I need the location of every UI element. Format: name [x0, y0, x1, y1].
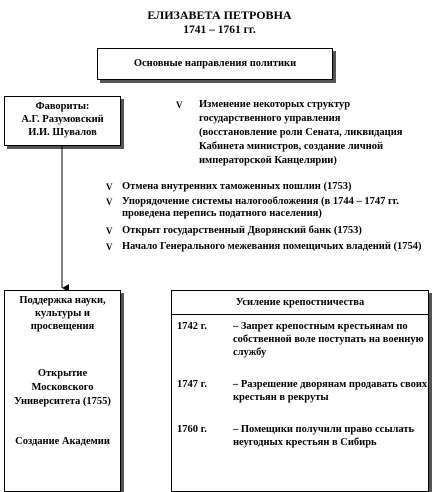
serfdom-text: – Помещики получили право ссылать неугодных крестьян в Сибирь: [233, 424, 415, 448]
top-bullet-marker: V: [176, 100, 183, 110]
serfdom-title: Усиление крепостничества: [235, 297, 365, 308]
support-science-label: Поддержка науки, культуры и просвещения: [19, 295, 106, 332]
diagram-title: ЕЛИЗАВЕТА ПЕТРОВНА: [147, 8, 292, 22]
serfdom-box: [171, 290, 429, 492]
serfdom-year: 1742 г.: [177, 321, 207, 332]
top-bullet-text: Изменение некоторых структур государственного управления (восстановление роли Сената, ликвидация Кабинета министров, создание личной императорской Канцелярии): [199, 99, 403, 166]
serfdom-divider: [172, 314, 428, 315]
favorite-shuvalov: И.И. Шувалов: [28, 127, 97, 138]
serfdom-text: – Разрешение дворянам продавать своих крестьян в рекруты: [233, 379, 428, 403]
favorites-label: Фавориты:: [35, 101, 90, 112]
academy-label: Создание Академии: [15, 436, 110, 447]
bullet-text: Начало Генерального межевания помещичьих владений (1754): [122, 241, 422, 252]
bullet-text: Открыт государственный Дворянский банк (1753): [122, 224, 362, 236]
bullet-text: Упорядочение системы налогообложения (в 1744 – 1747 гг. проведена перепись податного населения): [122, 195, 399, 219]
serfdom-year: 1747 г.: [177, 379, 207, 390]
serfdom-row: [177, 320, 425, 372]
bullet-text: Отмена внутренних таможенных пошлин (1753): [122, 181, 352, 192]
favorite-razumovsky: А.Г. Разумовский: [21, 114, 104, 125]
serfdom-row: [177, 423, 425, 463]
serfdom-row: [177, 378, 428, 418]
bullet-check-icon: V: [106, 182, 113, 192]
moscow-university-label: Открытие Московского Университета (1755): [14, 368, 111, 407]
reign-years: 1741 – 1761 гг.: [183, 24, 256, 36]
bullet-check-icon: V: [106, 196, 113, 207]
bullet-check-icon: V: [106, 225, 113, 236]
main-policy-label: Основные направления политики: [133, 58, 297, 69]
culture-column-box: [4, 290, 121, 492]
serfdom-text: – Запрет крепостным крестьянам по собственной воле поступать на военную службу: [233, 321, 424, 358]
serfdom-year: 1760 г.: [177, 424, 207, 435]
bullet-check-icon: V: [106, 242, 113, 252]
